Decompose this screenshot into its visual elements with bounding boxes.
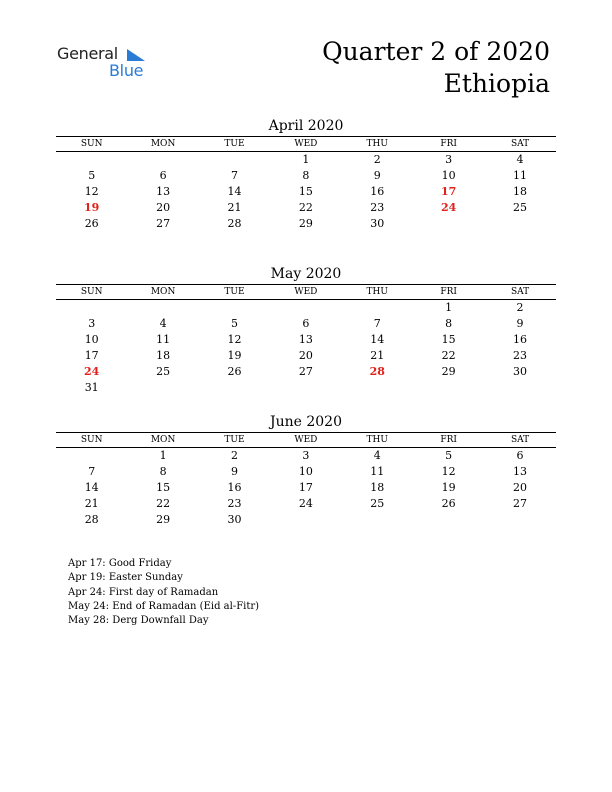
empty-day-cell: [127, 300, 198, 316]
week-row: [56, 152, 556, 168]
empty-day-cell: [413, 512, 484, 528]
day-cell: 24: [298, 497, 313, 510]
day-cell: 27: [298, 365, 313, 378]
empty-day-cell: [127, 152, 198, 168]
day-cell: 9: [373, 169, 381, 182]
empty-day-cell: [56, 448, 127, 464]
empty-day-cell: [56, 300, 127, 316]
day-cell: 27: [156, 217, 171, 230]
weekday-label: SUN: [80, 435, 103, 445]
day-cell: 4: [373, 449, 381, 462]
day-cell: 12: [84, 185, 99, 198]
day-cell: 8: [445, 317, 453, 330]
empty-day-cell: [342, 512, 413, 528]
day-cell: 27: [513, 497, 528, 510]
weekday-label: THU: [366, 287, 388, 297]
day-cell: 5: [88, 169, 96, 182]
weekday-label: SAT: [510, 287, 530, 297]
logo-text-blue: Blue: [109, 61, 144, 80]
day-cell: 1: [159, 449, 167, 462]
weekday-label: SUN: [80, 287, 103, 297]
day-cell: 18: [370, 481, 385, 494]
day-cell: 5: [230, 317, 238, 330]
day-cell: 18: [156, 349, 171, 362]
day-cell: 13: [513, 465, 528, 478]
day-cell: 1: [445, 301, 453, 314]
day-cell: 10: [441, 169, 456, 182]
day-cell: 19: [441, 481, 456, 494]
weekday-label: MON: [150, 287, 176, 297]
week-row: [56, 168, 556, 184]
day-cell: 25: [513, 201, 528, 214]
day-cell: 28: [84, 513, 99, 526]
day-cell: 11: [370, 465, 385, 478]
week-row: [56, 380, 556, 396]
day-cell: 21: [84, 497, 99, 510]
weekday-label: MON: [150, 435, 176, 445]
page-title: [322, 36, 550, 100]
day-cell: 23: [227, 497, 242, 510]
week-row: [56, 348, 556, 364]
day-cell: 30: [513, 365, 528, 378]
day-cell: 5: [445, 449, 453, 462]
holiday-note: Apr 17: Good Friday: [68, 558, 172, 569]
day-cell: 1: [302, 153, 310, 166]
day-cell: 7: [373, 317, 381, 330]
day-cell: 16: [370, 185, 385, 198]
day-cell: 11: [513, 169, 528, 182]
day-cell: 19: [227, 349, 242, 362]
week-row: [56, 332, 556, 348]
weekday-label: SAT: [510, 435, 530, 445]
empty-day-cell: [127, 380, 198, 396]
weekday-label: WED: [294, 435, 318, 445]
empty-day-cell: [199, 152, 270, 168]
day-cell: 18: [513, 185, 528, 198]
day-cell: 14: [370, 333, 385, 346]
day-cell: 20: [513, 481, 528, 494]
empty-day-cell: [413, 380, 484, 396]
day-cell: 2: [373, 153, 381, 166]
day-cell: 25: [370, 497, 385, 510]
weekday-label: FRI: [440, 287, 457, 297]
holiday-note: Apr 24: First day of Ramadan: [68, 586, 219, 598]
day-cell: 12: [441, 465, 456, 478]
weekday-label: TUE: [224, 139, 245, 149]
weekday-label: TUE: [224, 287, 245, 297]
day-cell: 6: [516, 449, 524, 462]
holiday-note: Apr 19: Easter Sunday: [68, 572, 183, 584]
week-row: [56, 364, 556, 380]
day-cell: 28: [227, 217, 242, 230]
empty-day-cell: [199, 380, 270, 396]
day-cell: 10: [298, 465, 313, 478]
weekday-label: MON: [150, 139, 176, 149]
day-cell: 29: [441, 365, 456, 378]
day-cell: 8: [302, 169, 310, 182]
weekday-label: SUN: [80, 139, 103, 149]
day-cell: 8: [159, 465, 167, 478]
day-cell: 4: [159, 317, 167, 330]
empty-day-cell: [484, 216, 555, 232]
weekday-header: [56, 285, 556, 299]
month-may: [56, 264, 556, 396]
day-cell: 29: [298, 217, 313, 230]
month-april: [56, 116, 556, 232]
day-cell: 17: [440, 185, 457, 198]
empty-day-cell: [413, 216, 484, 232]
day-cell: 26: [84, 217, 99, 230]
month-title: April 2020: [268, 118, 344, 134]
day-cell: 21: [370, 349, 385, 362]
week-row: [56, 512, 556, 528]
day-cell: 21: [227, 201, 242, 214]
day-cell: 10: [84, 333, 99, 346]
empty-day-cell: [199, 300, 270, 316]
day-cell: 30: [370, 217, 385, 230]
day-cell: 17: [84, 349, 99, 362]
week-row: [56, 448, 556, 464]
weekday-label: FRI: [440, 435, 457, 445]
day-cell: 3: [445, 153, 453, 166]
weekday-label: WED: [294, 287, 318, 297]
day-cell: 22: [298, 201, 313, 214]
day-cell: 14: [227, 185, 242, 198]
day-cell: 12: [227, 333, 242, 346]
week-row: [56, 496, 556, 512]
day-cell: 7: [230, 169, 238, 182]
day-cell: 20: [298, 349, 313, 362]
day-cell: 24: [84, 365, 100, 378]
title-quarter: Quarter 2 of 2020: [322, 37, 550, 66]
day-cell: 17: [298, 481, 313, 494]
day-cell: 15: [441, 333, 456, 346]
week-row: [56, 200, 556, 216]
day-cell: 11: [156, 333, 171, 346]
week-row: [56, 464, 556, 480]
holiday-notes: [68, 557, 259, 628]
month-title: May 2020: [270, 266, 342, 282]
day-cell: 2: [516, 301, 524, 314]
empty-day-cell: [56, 152, 127, 168]
day-cell: 6: [159, 169, 167, 182]
day-cell: 22: [441, 349, 456, 362]
weekday-label: TUE: [224, 435, 245, 445]
empty-day-cell: [270, 512, 341, 528]
day-cell: 29: [156, 513, 171, 526]
week-row: [56, 184, 556, 200]
day-cell: 7: [88, 465, 96, 478]
day-cell: 15: [156, 481, 171, 494]
day-cell: 15: [298, 185, 313, 198]
weekday-label: FRI: [440, 139, 457, 149]
day-cell: 31: [84, 381, 99, 394]
day-cell: 28: [369, 365, 385, 378]
week-row: [56, 300, 556, 316]
generalblue-logo: [57, 44, 157, 80]
weekday-label: SAT: [510, 139, 530, 149]
week-row: [56, 316, 556, 332]
empty-day-cell: [484, 380, 555, 396]
day-cell: 26: [441, 497, 456, 510]
day-cell: 20: [156, 201, 171, 214]
day-cell: 24: [440, 201, 457, 214]
day-cell: 25: [156, 365, 171, 378]
day-cell: 3: [302, 449, 310, 462]
day-cell: 26: [227, 365, 242, 378]
day-cell: 19: [84, 201, 100, 214]
day-cell: 14: [84, 481, 99, 494]
weekday-header: [56, 433, 556, 447]
day-cell: 3: [88, 317, 96, 330]
day-cell: 2: [230, 449, 238, 462]
weekday-label: THU: [366, 435, 388, 445]
day-cell: 9: [516, 317, 524, 330]
day-cell: 16: [513, 333, 528, 346]
day-cell: 9: [230, 465, 238, 478]
empty-day-cell: [342, 380, 413, 396]
day-cell: 23: [513, 349, 528, 362]
month-june: [56, 412, 556, 528]
title-country: Ethiopia: [443, 69, 550, 98]
empty-day-cell: [484, 512, 555, 528]
day-cell: 13: [298, 333, 313, 346]
day-cell: 6: [302, 317, 310, 330]
holiday-note: May 24: End of Ramadan (Eid al-Fitr): [68, 600, 260, 612]
day-cell: 16: [227, 481, 242, 494]
day-cell: 22: [156, 497, 171, 510]
week-row: [56, 216, 556, 232]
empty-day-cell: [270, 380, 341, 396]
weekday-label: WED: [294, 139, 318, 149]
holiday-note: May 28: Derg Downfall Day: [68, 615, 209, 627]
day-cell: 23: [370, 201, 385, 214]
logo-text-general: General: [57, 44, 118, 63]
month-title: June 2020: [269, 414, 342, 430]
week-row: [56, 480, 556, 496]
weekday-header: [56, 137, 556, 151]
empty-day-cell: [270, 300, 341, 316]
day-cell: 30: [227, 513, 242, 526]
empty-day-cell: [342, 300, 413, 316]
day-cell: 4: [516, 153, 524, 166]
day-cell: 13: [156, 185, 171, 198]
weekday-label: THU: [366, 139, 388, 149]
